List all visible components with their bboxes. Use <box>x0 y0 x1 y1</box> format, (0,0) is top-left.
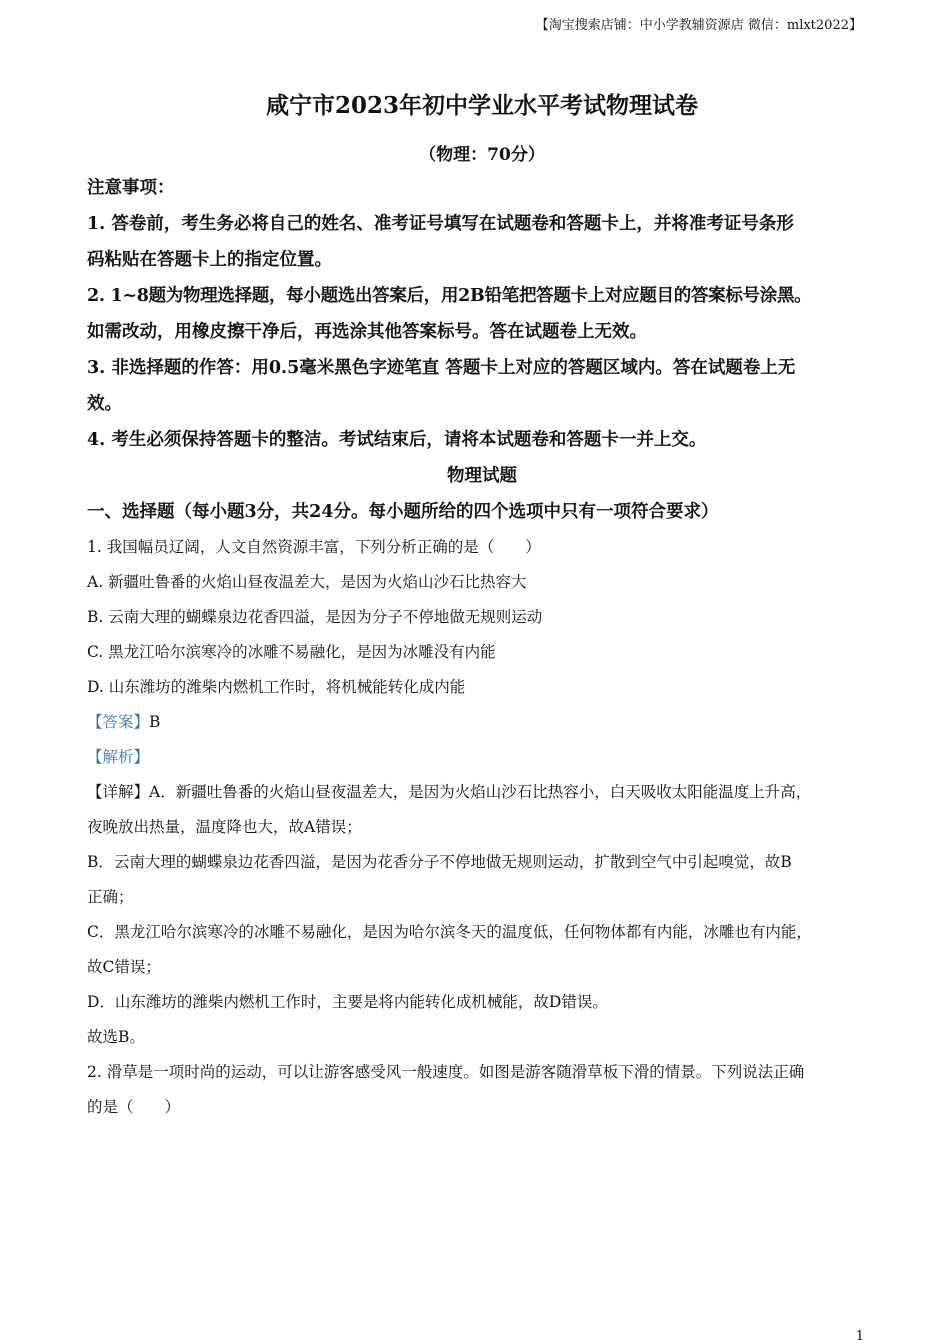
notice-section <box>87 170 877 458</box>
question-1-option-c: C. 黑龙江哈尔滨寒冷的冰雕不易融化，是因为冰雕没有内能 <box>87 643 496 661</box>
header-note: 【淘宝搜索店铺：中小学教辅资源店 微信：mlxt2022】 <box>535 18 862 33</box>
question-2 <box>87 1055 877 1125</box>
section-heading: 物理试题 <box>447 466 517 486</box>
detail-a-line2: 夜晚放出热量，温度降也大，故A错误； <box>87 818 362 836</box>
part1-heading: 一、选择题（每小题3分，共24分。每小题所给的四个选项中只有一项符合要求） <box>87 502 719 522</box>
document-body <box>87 86 877 1125</box>
detail-c-line2: 故C错误； <box>87 958 161 976</box>
question-1 <box>87 530 877 1055</box>
question-1-answer <box>87 705 877 740</box>
notice-item-2-line2: 如需改动，用橡皮擦干净后，再选涂其他答案标号。答在试题卷上无效。 <box>87 322 647 342</box>
answer-label: 【答案】 <box>87 713 150 731</box>
detail-d-line1: D．山东潍坊的潍柴内燃机工作时，主要是将内能转化成机械能，故D错误。 <box>87 993 608 1011</box>
question-1-option-a: A. 新疆吐鲁番的火焰山昼夜温差大，是因为火焰山沙石比热容大 <box>87 573 527 591</box>
notice-item-3-line2: 效。 <box>87 394 122 414</box>
question-1-option-d: D. 山东潍坊的潍柴内燃机工作时，将机械能转化成内能 <box>87 678 466 696</box>
question-1-conclusion: 故选B。 <box>87 1028 145 1046</box>
question-1-option-b: B. 云南大理的蝴蝶泉边花香四溢，是因为分子不停地做无规则运动 <box>87 608 543 626</box>
exam-subtitle: （物理：70分） <box>419 145 545 165</box>
detail-b-line1: B．云南大理的蝴蝶泉边花香四溢，是因为花香分子不停地做无规则运动，扩散到空气中引起嗅觉，故B <box>87 853 792 871</box>
exam-title: 咸宁市2023年初中学业水平考试物理试卷 <box>265 92 698 119</box>
answer-value: B <box>149 713 161 731</box>
notice-item-3-line1: 3. 非选择题的作答：用0.5毫米黑色字迹笔直 答题卡上对应的答题区域内。答在试题卷上无 <box>87 358 796 378</box>
notice-item-4-line1: 4. 考生必须保持答题卡的整洁。考试结束后，请将本试题卷和答题卡一并上交。 <box>87 430 707 450</box>
notice-item-1-line2: 码粘贴在答题卡上的指定位置。 <box>87 250 332 270</box>
detail-b-line2: 正确； <box>87 888 134 906</box>
question-1-stem: 1. 我国幅员辽阔，人文自然资源丰富，下列分析正确的是（ ） <box>87 538 541 556</box>
question-2-stem-line2: 的是（ ） <box>87 1098 181 1116</box>
question-2-stem-line1: 2. 滑草是一项时尚的运动，可以让游客感受风一般速度。如图是游客随滑草板下滑的情景。下列说法正确 <box>87 1063 805 1081</box>
page-number: 1 <box>855 1329 864 1344</box>
notice-item-2-line1: 2. 1~8题为物理选择题，每小题选出答案后，用2B铅笔把答题卡上对应题目的答案标号涂黑。 <box>87 286 812 306</box>
detail-c-line1: C．黑龙江哈尔滨寒冷的冰雕不易融化，是因为哈尔滨冬天的温度低，任何物体都有内能，冰雕也有内能， <box>87 923 812 941</box>
detail-a-line1: 【详解】A．新疆吐鲁番的火焰山昼夜温差大，是因为火焰山沙石比热容小，白天吸收太阳能温度上升高， <box>87 783 812 801</box>
notice-item-1-line1: 1. 答卷前，考生务必将自己的姓名、准考证号填写在试题卷和答题卡上，并将准考证号条形 <box>87 214 794 234</box>
analysis-label: 【解析】 <box>87 748 150 766</box>
notice-heading: 注意事项： <box>87 178 175 198</box>
